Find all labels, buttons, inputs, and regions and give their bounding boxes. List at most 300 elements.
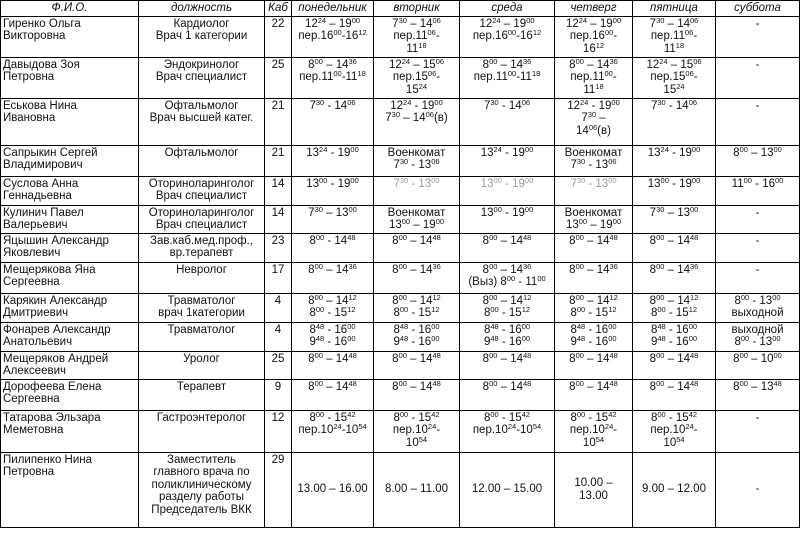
tuesday-hours (374, 379, 460, 410)
cell-line: $13^{00} - 19^{00}$ (565, 217, 622, 231)
doctor-position (139, 176, 265, 205)
cell-line: $12^{24} - 19^{00}$ (390, 98, 443, 112)
cell-line: $7^{30}$ – (581, 110, 606, 124)
cell-line: $7^{30} - 14^{06}$ (483, 98, 531, 112)
cell-line: $12^{24} - 19^{00}$ (479, 16, 535, 30)
thursday-hours (555, 16, 633, 57)
wednesday-hours (460, 293, 555, 322)
cell-line: $8^{00} - 10^{00}$ (733, 351, 782, 365)
cell-line: 4 (274, 294, 282, 307)
doctor-position (139, 98, 265, 145)
cell-line: $пер.15^{06}-$ (650, 69, 698, 83)
cell-line: Еськова Нина (3, 99, 77, 112)
cell-line: $8^{00} - 13^{00}$ (734, 334, 781, 348)
cell-line: $13^{00} - 19^{00}$ (306, 176, 359, 190)
friday-hours (633, 233, 716, 262)
cell-line: Офтальмолог (164, 146, 239, 159)
cell-line: $8^{00} - 14^{48}$ (569, 233, 618, 247)
monday-hours (292, 410, 374, 452)
cell-line: $8^{00} - 15^{12}$ (483, 305, 531, 319)
header-friday: пятница (633, 1, 716, 17)
cell-line: $8^{48} - 16^{00}$ (393, 322, 440, 336)
header-room: Каб (265, 1, 292, 17)
cell-line: $9^{48} - 16^{00}$ (650, 334, 698, 348)
cell-line: $13^{00} - 19^{00}$ (388, 217, 445, 231)
cell-line: $пер.11^{06}-$ (650, 28, 698, 42)
saturday-hours (716, 293, 800, 322)
room-number (265, 16, 292, 57)
saturday-hours (716, 145, 800, 176)
cell-line: $7^{30} - 13^{00}$ (649, 205, 699, 219)
tuesday-hours (374, 205, 460, 233)
room-number (265, 205, 292, 233)
table-row (1, 205, 800, 233)
cell-line: Татарова Эльзара (3, 411, 101, 424)
room-number (265, 57, 292, 98)
cell-line: Викторовна (3, 30, 66, 42)
cell-line: Зав.каб.мед.проф., (150, 234, 253, 247)
doctor-position (139, 322, 265, 351)
thursday-hours (555, 145, 633, 176)
thursday-hours (555, 351, 633, 379)
room-number (265, 145, 292, 176)
cell-line: Яцышин Александр (3, 234, 109, 247)
cell-line: $8^{00} - 14^{48}$ (569, 351, 618, 365)
wednesday-hours (460, 452, 555, 527)
cell-line: $12^{24} - 15^{06}$ (388, 57, 445, 71)
cell-line: $пер.10^{24}-10^{54}$ (298, 422, 367, 436)
cell-line: врач 1категории (158, 307, 245, 319)
tuesday-hours (374, 410, 460, 452)
table-row (1, 379, 800, 410)
cell-line: $8^{00} - 14^{12}$ (392, 293, 441, 307)
cell-line: $12^{24} - 15^{06}$ (646, 57, 702, 71)
friday-hours (633, 410, 716, 452)
room-number (265, 176, 292, 205)
cell-line: (Выз) $8^{00} - 11^{00}$ (468, 274, 546, 288)
friday-hours (633, 379, 716, 410)
monday-hours (292, 262, 374, 293)
cell-line: $8^{00} - 14^{12}$ (308, 293, 357, 307)
friday-hours (633, 16, 716, 57)
cell-line: Валерьевич (3, 219, 68, 231)
tuesday-hours (374, 176, 460, 205)
cell-line: $пер.16^{00}-16^{12}$ (472, 28, 542, 42)
monday-hours (292, 351, 374, 379)
monday-hours (292, 379, 374, 410)
monday-hours (292, 233, 374, 262)
cell-line: $8^{00} - 14^{36}$ (392, 262, 441, 276)
wednesday-hours (460, 98, 555, 145)
cell-line: $9^{48} - 16^{00}$ (570, 334, 617, 348)
cell-line: $7^{30} - 13^{06}$ (570, 157, 617, 171)
saturday-hours (716, 176, 800, 205)
cell-line: $8^{00} - 14^{12}$ (649, 293, 699, 307)
friday-hours (633, 176, 716, 205)
thursday-hours (555, 205, 633, 233)
friday-hours (633, 262, 716, 293)
schedule-body (1, 16, 800, 527)
cell-line: $8^{00} - 14^{12}$ (482, 293, 532, 307)
tuesday-hours (374, 16, 460, 57)
cell-line: $8^{00} - 14^{48}$ (649, 351, 699, 365)
cell-line: $8^{00} - 14^{36}$ (482, 262, 532, 276)
cell-line: разделу работы (158, 491, 245, 503)
cell-line: $8^{48} - 16^{00}$ (570, 322, 617, 336)
tuesday-hours (374, 145, 460, 176)
cell-line: $13^{24} - 19^{00}$ (647, 145, 701, 159)
cell-line: $8^{00} - 14^{36}$ (308, 262, 357, 276)
cell-line: 4 (274, 323, 282, 336)
cell-line: $пер.10^{24}-10^{54}$ (472, 422, 542, 436)
doctor-position (139, 293, 265, 322)
thursday-hours (555, 98, 633, 145)
cell-line: Дмитриевич (3, 307, 69, 319)
doctor-position (139, 410, 265, 452)
wednesday-hours (460, 16, 555, 57)
wednesday-hours (460, 205, 555, 233)
cell-line: $8^{00} - 14^{48}$ (392, 233, 441, 247)
header-saturday: суббота (716, 1, 800, 17)
thursday-hours (555, 57, 633, 98)
doctor-name (1, 410, 139, 452)
wednesday-hours (460, 233, 555, 262)
header-position: должность (139, 1, 265, 17)
cell-line: $8^{00} - 14^{36}$ (308, 57, 357, 71)
saturday-hours (716, 98, 800, 145)
monday-hours (292, 145, 374, 176)
cell-line: - (755, 234, 760, 247)
friday-hours (633, 293, 716, 322)
cell-line: $8^{00} - 13^{48}$ (733, 379, 782, 393)
cell-line: $13^{24} - 19^{00}$ (480, 145, 534, 159)
cell-line: 21 (271, 99, 285, 112)
cell-line: $13^{00} - 19^{00}$ (647, 176, 701, 190)
cell-line: $7^{30} - 14^{06}$ (650, 98, 698, 112)
doctor-position (139, 452, 265, 527)
cell-line: - (755, 58, 760, 71)
table-row (1, 16, 800, 57)
doctor-name (1, 322, 139, 351)
cell-line: - (755, 411, 760, 424)
cell-line: $7^{30} - 14^{06}$ (392, 16, 441, 30)
cell-line: Военкомат (564, 146, 623, 159)
cell-line: $7^{30} - 13^{00}$ (570, 176, 617, 190)
cell-line: $13^{00} - 19^{00}$ (480, 176, 534, 190)
cell-line: 12.00 – 15.00 (471, 483, 543, 496)
cell-line: - (755, 17, 760, 30)
cell-line: $7^{30} - 13^{00}$ (393, 176, 440, 190)
cell-line: $пер.11^{00}-$ (570, 69, 617, 83)
cell-line: $15^{24}$ (663, 81, 685, 96)
cell-line: поликлиническому (151, 478, 252, 491)
header-monday: понедельник (292, 1, 374, 17)
table-row (1, 410, 800, 452)
header-row (1, 1, 800, 17)
table-row (1, 293, 800, 322)
cell-line: $8^{00} - 14^{36}$ (649, 262, 699, 276)
cell-line: 29 (271, 453, 285, 466)
cell-line: 13.00 (579, 489, 608, 502)
monday-hours (292, 98, 374, 145)
cell-line: Врач 1 категории (155, 30, 248, 42)
doctor-position (139, 351, 265, 379)
cell-line: $7^{30} - 14^{06}$ (309, 98, 356, 112)
cell-line: 13.00 – 16.00 (297, 483, 368, 496)
cell-line: $9^{48} - 16^{00}$ (393, 334, 440, 348)
cell-line: $13^{00} - 19^{00}$ (480, 205, 534, 219)
cell-line: $8^{00} - 14^{48}$ (308, 379, 357, 393)
saturday-hours (716, 57, 800, 98)
cell-line: 9.00 – 12.00 (642, 483, 706, 496)
cell-line: $12^{24} - 19^{00}$ (567, 98, 620, 112)
table-row (1, 176, 800, 205)
cell-line: Сергеевна (3, 393, 60, 405)
doctor-position (139, 233, 265, 262)
doctor-name (1, 262, 139, 293)
doctor-position (139, 379, 265, 410)
wednesday-hours (460, 410, 555, 452)
cell-line: Военкомат (564, 206, 623, 219)
cell-line: $12^{24} - 19^{00}$ (565, 16, 622, 30)
cell-line: Уролог (183, 352, 220, 365)
table-row (1, 233, 800, 262)
table-row (1, 57, 800, 98)
friday-hours (633, 322, 716, 351)
room-number (265, 98, 292, 145)
room-number (265, 322, 292, 351)
cell-line: $пер.10^{24}-$ (392, 422, 441, 436)
saturday-hours (716, 410, 800, 452)
doctor-position (139, 262, 265, 293)
cell-line: 9 (274, 380, 282, 393)
cell-line: вр.терапевт (169, 247, 234, 259)
cell-line: $14^{06}(в)$ (576, 122, 611, 137)
tuesday-hours (374, 262, 460, 293)
cell-line: $9^{48} - 16^{00}$ (483, 334, 531, 348)
cell-line: $7^{30} - 14^{06}(в)$ (385, 110, 448, 124)
cell-line: $пер.11^{00}-11^{18}$ (299, 69, 366, 83)
thursday-hours (555, 233, 633, 262)
cell-line: 25 (271, 58, 285, 71)
saturday-hours (716, 379, 800, 410)
cell-line: $пер.10^{24}-$ (650, 422, 698, 436)
cell-line: Заместитель (167, 453, 236, 466)
thursday-hours (555, 176, 633, 205)
doctor-position (139, 145, 265, 176)
doctor-name (1, 16, 139, 57)
cell-line: 14 (271, 206, 285, 219)
doctor-name (1, 57, 139, 98)
header-wednesday: среда (460, 1, 555, 17)
tuesday-hours (374, 293, 460, 322)
cell-line: Ивановна (3, 112, 56, 124)
wednesday-hours (460, 57, 555, 98)
doctor-name (1, 205, 139, 233)
cell-line: 22 (271, 17, 285, 30)
cell-line: Геннадьевна (3, 190, 72, 202)
cell-line: - (755, 483, 760, 496)
wednesday-hours (460, 176, 555, 205)
cell-line: Петровна (3, 71, 55, 83)
room-number (265, 293, 292, 322)
cell-line: $пер.11^{00}-11^{18}$ (473, 69, 541, 83)
tuesday-hours (374, 322, 460, 351)
cell-line: Кардиолог (173, 17, 230, 30)
cell-line: Карякин Александр (3, 294, 108, 307)
doctor-name (1, 145, 139, 176)
doctor-position (139, 16, 265, 57)
header-tuesday: вторник (374, 1, 460, 17)
cell-line: Невролог (176, 263, 227, 276)
cell-line: Кулинич Павел (3, 206, 84, 219)
cell-line: $пер.16^{00}-$ (569, 28, 618, 42)
tuesday-hours (374, 351, 460, 379)
thursday-hours (555, 410, 633, 452)
cell-line: Эндокринолог (163, 58, 240, 71)
table-row (1, 452, 800, 527)
cell-line: $пер.11^{06}-$ (393, 28, 440, 42)
friday-hours (633, 205, 716, 233)
cell-line: $7^{30} - 13^{06}$ (393, 157, 440, 171)
friday-hours (633, 98, 716, 145)
monday-hours (292, 176, 374, 205)
monday-hours (292, 57, 374, 98)
friday-hours (633, 452, 716, 527)
cell-line: Меметовна (3, 424, 64, 436)
cell-line: $8^{00} - 14^{48}$ (392, 379, 441, 393)
doctor-name (1, 233, 139, 262)
cell-line: 23 (271, 234, 285, 247)
cell-line: $10^{54}$ (582, 434, 605, 449)
cell-line: $11^{18}$ (663, 40, 685, 55)
cell-line: $8^{00} - 14^{36}$ (569, 262, 618, 276)
wednesday-hours (460, 322, 555, 351)
cell-line: выходной (731, 307, 784, 319)
cell-line: Давыдова Зоя (3, 58, 80, 71)
cell-line: $8^{00} - 15^{12}$ (570, 305, 617, 319)
thursday-hours (555, 452, 633, 527)
cell-line: 8.00 – 11.00 (384, 483, 449, 496)
cell-line: Суслова Анна (3, 177, 79, 190)
cell-line: Травматолог (167, 323, 236, 336)
cell-line: $10^{54}$ (663, 434, 685, 449)
cell-line: 12 (271, 411, 285, 424)
cell-line: $8^{00} - 14^{48}$ (309, 233, 356, 247)
cell-line: - (755, 263, 760, 276)
cell-line: 25 (271, 352, 285, 365)
doctor-name (1, 98, 139, 145)
cell-line: Фонарев Александр (3, 323, 111, 336)
cell-line: Дорофеева Елена (3, 380, 102, 393)
cell-line: 10.00 – (574, 477, 613, 489)
friday-hours (633, 351, 716, 379)
cell-line: Анатольевич (3, 336, 73, 348)
thursday-hours (555, 262, 633, 293)
cell-line: $8^{00} - 15^{42}$ (393, 410, 440, 424)
monday-hours (292, 293, 374, 322)
room-number (265, 233, 292, 262)
saturday-hours (716, 233, 800, 262)
header-name: Ф.И.О. (1, 1, 139, 17)
cell-line: $8^{00} - 14^{48}$ (649, 379, 699, 393)
cell-line: $8^{00} - 14^{48}$ (392, 351, 441, 365)
saturday-hours (716, 351, 800, 379)
table-row (1, 98, 800, 145)
cell-line: $7^{30} - 13^{00}$ (308, 205, 357, 219)
cell-line: Оториноларинголог (148, 206, 255, 219)
friday-hours (633, 145, 716, 176)
cell-line: $8^{00} - 15^{42}$ (483, 410, 531, 424)
cell-line: $10^{54}$ (405, 434, 428, 449)
cell-line: Офтальмолог (164, 99, 239, 112)
cell-line: Яковлевич (3, 247, 61, 259)
tuesday-hours (374, 57, 460, 98)
cell-line: $8^{00} - 14^{48}$ (569, 379, 618, 393)
cell-line: $8^{48} - 16^{00}$ (309, 322, 356, 336)
cell-line: Сергеевна (3, 276, 60, 288)
saturday-hours (716, 322, 800, 351)
cell-line: 17 (271, 263, 285, 276)
saturday-hours (716, 452, 800, 527)
cell-line: Председатель ВКК (151, 503, 252, 516)
cell-line: $8^{00} - 14^{12}$ (569, 293, 618, 307)
friday-hours (633, 57, 716, 98)
cell-line: Владимирович (3, 159, 83, 171)
tuesday-hours (374, 233, 460, 262)
cell-line: $8^{00} - 14^{48}$ (482, 379, 532, 393)
monday-hours (292, 16, 374, 57)
cell-line: $8^{00} - 15^{42}$ (570, 410, 617, 424)
cell-line: $пер.10^{24}-$ (569, 422, 618, 436)
cell-line: 14 (271, 177, 285, 190)
monday-hours (292, 205, 374, 233)
room-number (265, 452, 292, 527)
header-thursday: четверг (555, 1, 633, 17)
cell-line: выходной (731, 323, 784, 336)
room-number (265, 379, 292, 410)
cell-line: Терапевт (176, 380, 227, 393)
room-number (265, 410, 292, 452)
cell-line: Мещерякова Яна (3, 263, 96, 276)
cell-line: $8^{00} - 14^{48}$ (649, 233, 699, 247)
cell-line: $11^{18}$ (406, 40, 427, 55)
cell-line: $8^{48} - 16^{00}$ (650, 322, 698, 336)
wednesday-hours (460, 379, 555, 410)
cell-line: - (755, 206, 760, 219)
cell-line: $8^{00} - 14^{36}$ (482, 57, 532, 71)
cell-line: $8^{00} - 14^{48}$ (308, 351, 357, 365)
cell-line: $15^{24}$ (405, 81, 428, 96)
cell-line: Врач специалист (155, 190, 248, 202)
tuesday-hours (374, 452, 460, 527)
monday-hours (292, 322, 374, 351)
cell-line: Врач специалист (155, 71, 248, 83)
cell-line: Травматолог (167, 294, 236, 307)
cell-line: $8^{00} - 13^{00}$ (733, 145, 782, 159)
cell-line: $8^{00} - 15^{12}$ (650, 305, 698, 319)
thursday-hours (555, 379, 633, 410)
cell-line: Врач специалист (155, 219, 248, 231)
table-row (1, 322, 800, 351)
cell-line: Военкомат (387, 206, 446, 219)
saturday-hours (716, 16, 800, 57)
cell-line: Пилипенко Нина (3, 453, 93, 466)
room-number (265, 351, 292, 379)
thursday-hours (555, 322, 633, 351)
wednesday-hours (460, 351, 555, 379)
cell-line: $16^{12}$ (582, 40, 605, 55)
